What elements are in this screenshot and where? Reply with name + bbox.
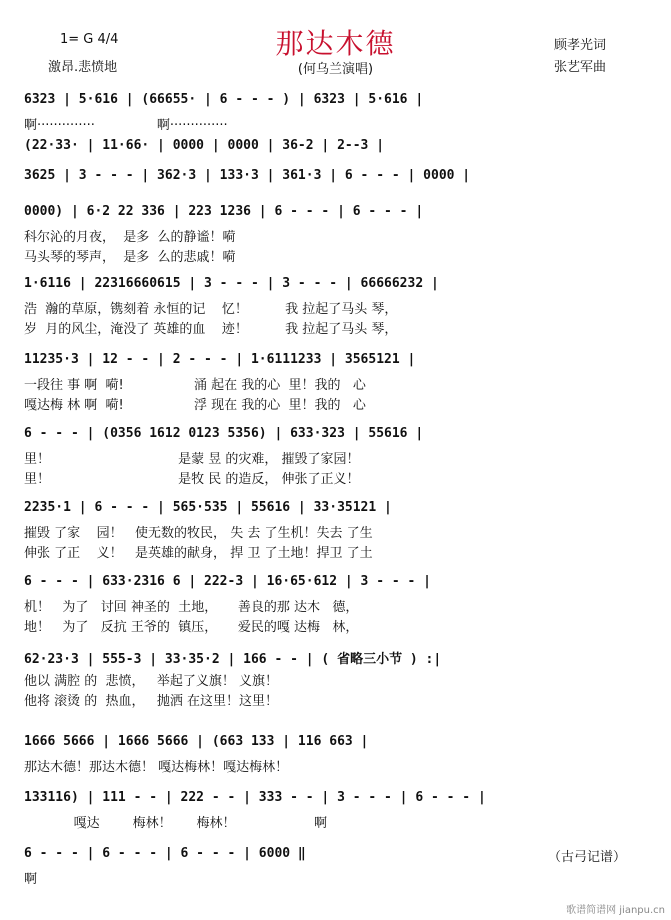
lyric-line: 他以 满腔 的 悲愤， 举起了义旗！ 义旗！ [24, 674, 279, 689]
lyricist: 顾孝光词 [554, 38, 607, 53]
notation-line: 6 - - - | 633·2316 6 | 222-3 | 16·65·612 | 3 - - - | [24, 574, 431, 589]
lyric-line: 里！ 是牧 民 的造反， 伸张了正义！ [24, 472, 360, 487]
lyric-line: 浩 瀚的草原，镌刻着 永恒的记 忆！ 我 拉起了马头 琴， [24, 302, 398, 317]
lyric-line: 马头琴的琴声， 是多 么的悲戚！嗬 [24, 250, 236, 265]
watermark: 歌谱简谱网 jianpu.cn [566, 905, 665, 916]
lyric-line: 摧毁 了家 园！ 使无数的牧民， 失 去 了生机！失去 了生 [24, 526, 373, 541]
composer: 张艺军曲 [554, 60, 607, 75]
lyric-line: 啊 [24, 872, 38, 887]
lyric-line: 啊·············· 啊·············· [24, 118, 228, 133]
lyric-line: 里！ 是蒙 昱 的灾难， 摧毁了家园！ [24, 452, 360, 467]
expression-mark: 激昂.悲愤地 [48, 60, 118, 75]
notation-line: (22·33· | 11·66· | 0000 | 0000 | 36-2 | 2--3 | [24, 138, 385, 153]
notation-line: 3625 | 3 - - - | 362·3 | 133·3 | 361·3 | 6 - - - | 0000 | [24, 168, 471, 183]
notation-line: 0000) | 6·2 22 336 | 223 1236 | 6 - - - | 6 - - - | [24, 204, 424, 219]
lyric-line: 一段往 事 啊 嗬! 涌 起在 我的心 里！我的 心 [24, 378, 366, 393]
transcriber-note: （古弓记谱） [548, 850, 627, 865]
performer: (何乌兰演唱) [297, 62, 374, 77]
lyric-line: 科尔沁的月夜， 是多 么的静谧！嗬 [24, 230, 236, 245]
lyric-line: 嘎达梅 林 啊 嗬! 浮 现在 我的心 里！我的 心 [24, 398, 366, 413]
notation-line: 6 - - - | 6 - - - | 6 - - - | 6000 ‖ [24, 846, 306, 861]
notation-line: 2235·1 | 6 - - - | 565·535 | 55616 | 33·35121 | [24, 500, 392, 515]
lyric-line: 他将 滚烫 的 热血， 抛洒 在这里！这里！ [24, 694, 279, 709]
lyric-line: 岁 月的风尘，淹没了 英雄的血 迹！ 我 拉起了马头 琴， [24, 322, 398, 337]
lyric-line: 地！ 为了 反抗 王爷的 镇压， 爱民的嘎 达梅 林， [24, 620, 359, 635]
notation-line: 1666 5666 | 1666 5666 | (663 133 | 116 663 | [24, 734, 369, 749]
notation-line: 6 - - - | (0356 1612 0123 5356) | 633·323 | 55616 | [24, 426, 424, 441]
song-title: 那达木德 [275, 27, 396, 60]
lyric-line: 伸张 了正 义！ 是英雄的献身， 捍 卫 了土地！捍卫 了土 [24, 546, 373, 561]
lyric-line: 机！ 为了 讨回 神圣的 土地， 善良的那 达木 德， [24, 600, 359, 615]
notation-line: 62·23·3 | 555-3 | 33·35·2 | 166 - - | ( 省略三小节 ) :| [24, 652, 442, 667]
notation-line: 133116) | 111 - - | 222 - - | 333 - - | 3 - - - | 6 - - - | [24, 790, 486, 805]
lyric-line: 那达木德！那达木德！ 嘎达梅林！嘎达梅林！ [24, 760, 289, 775]
key-signature: 1= G 4/4 [60, 32, 119, 47]
lyric-line: 嘎达 梅林！ 梅林！ 啊 [24, 816, 327, 831]
notation-line: 11235·3 | 12 - - | 2 - - - | 1·6111233 | 3565121 | [24, 352, 416, 367]
notation-line: 1·6116 | 22316660615 | 3 - - - | 3 - - - | 66666232 | [24, 276, 439, 291]
notation-line: 6323 | 5·616 | (66655· | 6 - - - ) | 6323 | 5·616 | [24, 92, 424, 107]
